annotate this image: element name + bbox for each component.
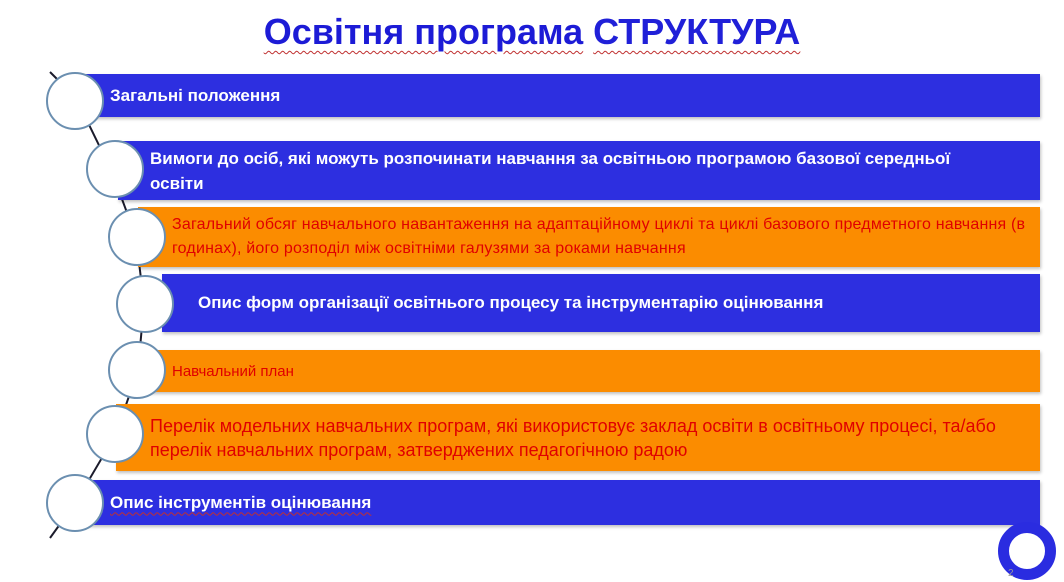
- marker-circle-2: [86, 140, 144, 198]
- item-curriculum: [140, 350, 1040, 392]
- item-workload-volume-label: Загальний обсяг навчального навантаження на адаптаційному циклі та циклі базового предметного навчання (в годинах), його розподіл між освітніми галузями за роками навчання: [172, 216, 1026, 257]
- slide-title: [0, 8, 1064, 56]
- marker-circle-1: [46, 72, 104, 130]
- title-part-2: СТРУКТУРА: [593, 11, 801, 52]
- marker-circle-3: [108, 208, 166, 266]
- marker-circle-7: [46, 474, 104, 532]
- item-model-programs-label: Перелік модельних навчальних програм, які використовує заклад освіти в освітньому процесі, та/або перелік навчальних програм, затверджених педагогічною радою: [150, 415, 996, 460]
- item-admission-requirements: [118, 141, 1040, 200]
- marker-circle-5: [108, 341, 166, 399]
- item-curriculum-label: Навчальний план: [172, 362, 294, 380]
- corner-ring-icon: [998, 522, 1056, 580]
- item-general-provisions: [78, 74, 1040, 117]
- page-number: 2: [1008, 568, 1014, 579]
- item-assessment-tools-label: Опис інструментів оцінювання: [110, 492, 372, 512]
- item-admission-requirements-label: Вимоги до осіб, які можуть розпочинати навчання за освітньою програмою базової середньої освіти: [150, 148, 951, 193]
- item-model-programs: [116, 404, 1040, 471]
- item-workload-volume: [138, 207, 1040, 267]
- item-assessment-tools: [76, 480, 1040, 525]
- title-part-1: Освітня програма: [263, 11, 584, 52]
- item-forms-description-label: Опис форм організації освітнього процесу та інструментарію оцінювання: [198, 293, 824, 312]
- marker-circle-4: [116, 275, 174, 333]
- marker-circle-6: [86, 405, 144, 463]
- item-general-provisions-label: Загальні положення: [110, 85, 281, 105]
- item-forms-description: [162, 274, 1040, 332]
